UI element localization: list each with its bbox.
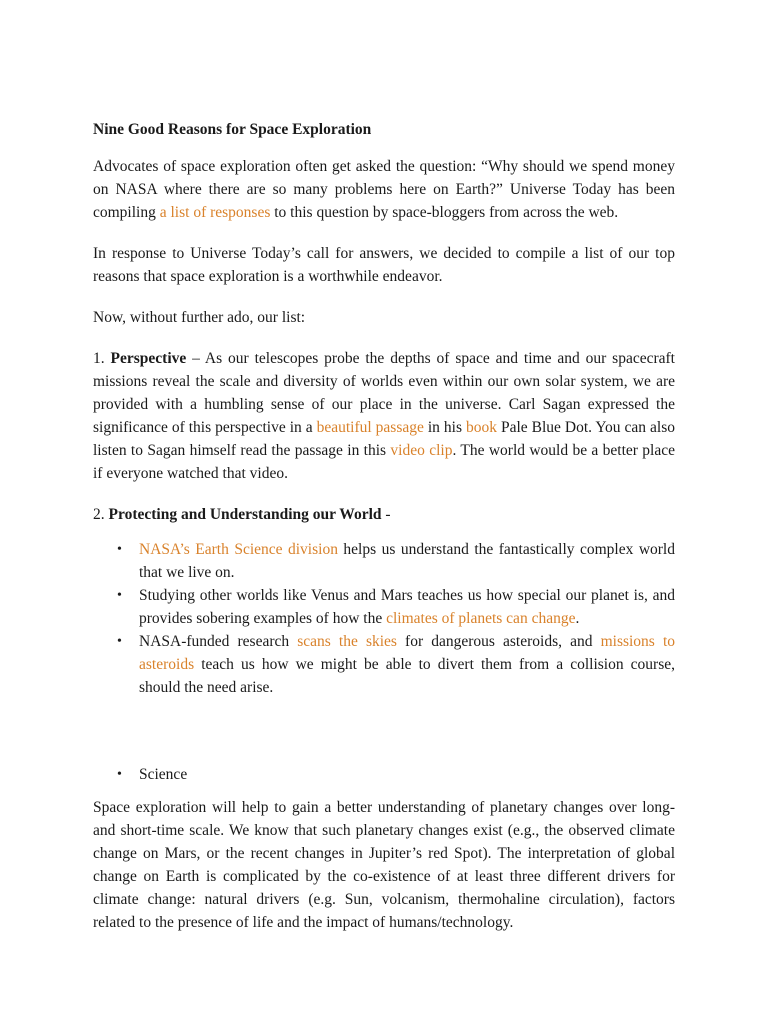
document-title: Nine Good Reasons for Space Exploration: [93, 121, 372, 138]
science-bullet: • Science: [139, 763, 675, 786]
bullet-2-text-2: .: [575, 610, 580, 627]
reason-2-number: 2.: [93, 506, 109, 523]
list-item: [139, 584, 675, 630]
reason-1-text-2: in his: [423, 419, 466, 436]
reason-2-heading: Protecting and Understanding our World: [108, 506, 382, 523]
list-intro-paragraph: Now, without further ado, our list:: [93, 309, 306, 326]
document-page: [93, 118, 675, 952]
list-item: [139, 538, 675, 584]
bullet-1-text: helps us understand the fantastically complex world that we live on.: [139, 541, 675, 581]
reason-1-number: 1.: [93, 350, 111, 367]
earth-science-division-link[interactable]: NASA’s Earth Science division: [139, 541, 338, 558]
reason-1-paragraph: [93, 347, 675, 485]
reason-1-text-3: Pale Blue Dot. You can also listen to Sagan himself read the passage in this: [93, 419, 675, 459]
list-item: [139, 630, 675, 699]
intro-paragraph: [93, 155, 675, 224]
science-bullet-list: [93, 763, 675, 786]
reason-1-text-4: . The world would be a better place if everyone watched that video.: [93, 442, 675, 482]
intro-text-1: Advocates of space exploration often get asked the question: “Why should we spend money on NASA where there are so many problems here on Earth?” Universe Today has been compiling: [93, 158, 675, 221]
reason-2-bullet-list: [93, 538, 675, 699]
spacer: [93, 717, 675, 763]
bullet-2-text-1: Studying other worlds like Venus and Mars teaches us how special our planet is, and provides sobering examples of how the: [139, 587, 675, 627]
video-clip-link[interactable]: video clip: [390, 442, 453, 459]
book-link[interactable]: book: [465, 419, 497, 436]
reason-1-heading: Perspective: [110, 350, 187, 367]
intro-text-2: to this question by space-bloggers from across the web.: [270, 204, 619, 221]
response-paragraph: In response to Universe Today’s call for answers, we decided to compile a list of our top reasons that space exploration is a worthwhile endeavor.: [93, 245, 675, 285]
beautiful-passage-link[interactable]: beautiful passage: [316, 419, 424, 436]
bullet-3-text-1: NASA-funded research: [139, 633, 298, 650]
reason-1-text-1: – As our telescopes probe the depths of space and time and our spacecraft missions reveal the scale and diversity of worlds even within our own solar system, we are provided with a humbling sense of our place in the universe. Carl Sagan expressed the significance of this perspective in a: [93, 350, 675, 436]
science-paragraph: Space exploration will help to gain a better understanding of planetary changes over long- and short-time scale. We know that such planetary changes exist (e.g., the observed climate change on Mars, or the recent changes in Jupiter’s red Spot). The interpretation of global change on Earth is complicated by the co-existence of at least three different drivers for climate change: natural drivers (e.g. Sun, volcanism, thermohaline circulation), factors related to the presence of life and the impact of humans/technology.: [93, 799, 675, 931]
bullet-3-text-2: for dangerous asteroids, and: [396, 633, 601, 650]
scans-the-skies-link[interactable]: scans the skies: [297, 633, 397, 650]
reason-2-paragraph: [93, 503, 675, 526]
bullet-3-text-3: teach us how we might be able to divert them from a collision course, should the need arise.: [139, 656, 675, 696]
reason-2-suffix: -: [381, 506, 391, 523]
climates-of-planets-link[interactable]: climates of planets can change: [386, 610, 576, 627]
missions-to-asteroids-link[interactable]: missions to asteroids: [139, 633, 675, 673]
list-of-responses-link[interactable]: a list of responses: [159, 204, 271, 221]
